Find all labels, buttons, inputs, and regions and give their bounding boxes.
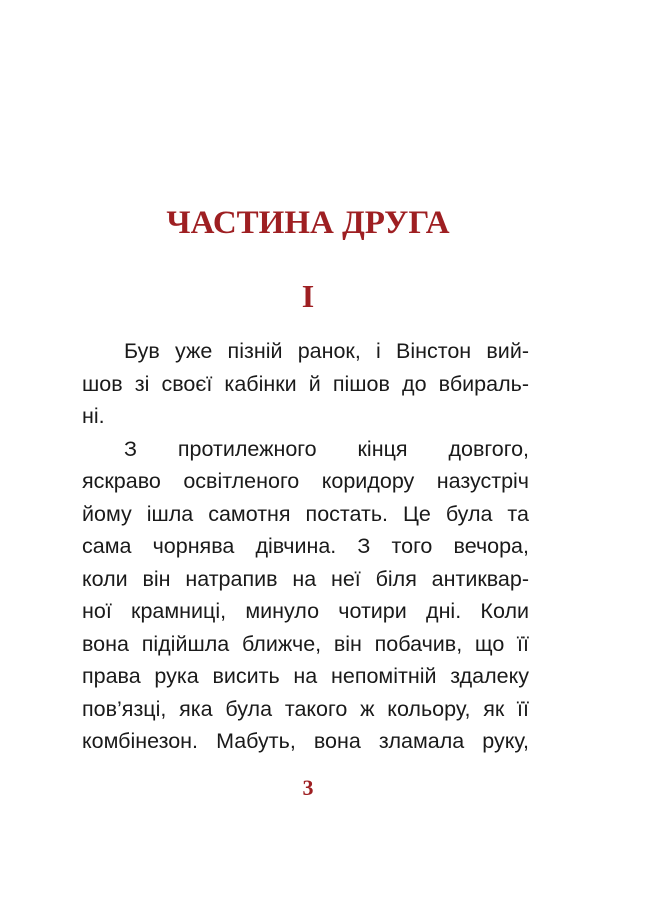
text-line: ні. (82, 404, 105, 428)
text-line: пов’язці, яка була такого ж кольору, як її (82, 696, 529, 721)
text-line: права рука висить на непомітній здалеку (82, 664, 529, 688)
text-line: шов зі своєї кабінки й пішов до вбираль- (82, 371, 529, 396)
text-line: вона підійшла ближче, він побачив, що її (82, 631, 529, 656)
page-number: 3 (302, 775, 314, 800)
text-line: яскраво освітленого коридору назустріч (82, 469, 529, 493)
text-line: Був уже пізній ранок, і Вінстон вий- (124, 339, 529, 363)
text-line: сама чорнява дівчина. З того вечора, (82, 534, 529, 558)
text-line: ної крамниці, минуло чотири дні. Коли (82, 599, 529, 623)
text-line: комбінезон. Мабуть, вона зламала руку, (82, 729, 529, 753)
body-text (82, 335, 529, 758)
part-title: ЧАСТИНА ДРУГА (166, 205, 450, 241)
text-line: З протилежного кінця довгого, (124, 436, 529, 461)
chapter-number: I (301, 278, 315, 314)
text-line: йому ішла самотня постать. Це була та (82, 501, 529, 526)
text-line: коли він натрапив на неї біля антиквар- (82, 566, 529, 591)
